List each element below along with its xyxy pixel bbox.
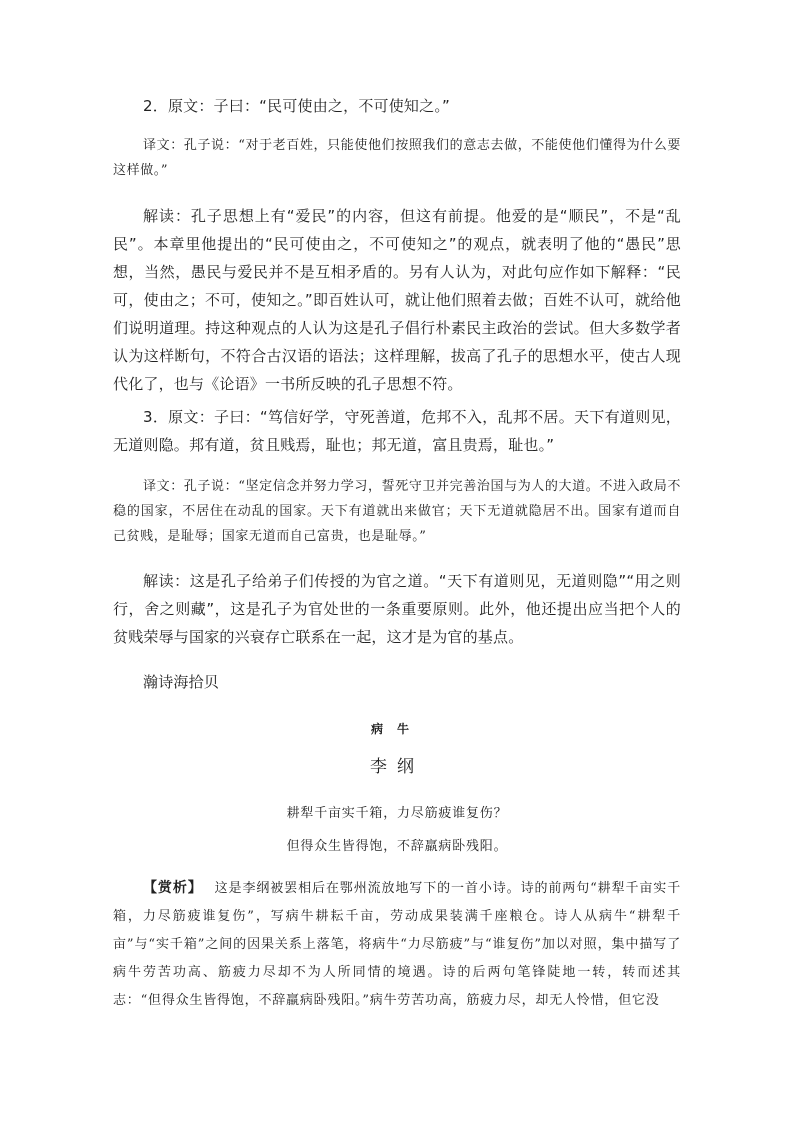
original-text-2: 2．原文：子曰：“民可使由之，不可使知之。”	[143, 97, 450, 115]
interpretation-3: 解读：这是孔子给弟子们传授的为官之道。“天下有道则见，无道则隐”“用之则行，舍之则藏”，这是孔子为官处世的一条重要原则。此外，他还提出应当把个人的贫贱荣辱与国家的兴衰存亡联系在一起，这才是为官的基点。	[113, 572, 681, 646]
appreciation-text: 这是李纲被罢相后在鄂州流放地写下的一首小诗。诗的前两句“耕犁千亩实千箱，力尽筋疲谁复伤”，写病牛耕耘千亩，劳动成果装满千座粮仓。诗人从病牛“耕犁千亩”与“实千箱”之间的因果关系上落笔，将病牛“力尽筋疲”与“谁复伤”加以对照，集中描写了病牛劳苦功高、筋疲力尽却不为人所同情的境遇。诗的后两句笔锋陡地一转，转而述其志：“但得众生皆得饱，不辞羸病卧残阳。”病牛劳苦功高，筋疲力尽，却无人怜惜，但它没	[113, 881, 681, 1008]
poem-line-1: 耕犁千亩实千箱，力尽筋疲谁复伤？	[286, 806, 508, 821]
poem-line-2: 但得众生皆得饱，不辞羸病卧残阳。	[286, 839, 508, 854]
appreciation-paragraph	[113, 874, 681, 1015]
poem-title: 病牛	[370, 722, 423, 736]
poem-author: 李纲	[370, 757, 424, 777]
appreciation-label: 【赏析】	[143, 880, 203, 896]
interpretation-2: 解读：孔子思想上有“爱民”的内容，但这有前提。他爱的是“顺民”，不是“乱民”。本章里他提出的“民可使由之，不可使知之”的观点，就表明了他的“愚民”思想，当然，愚民与爱民并不是互相矛盾的。另有人认为，对此句应作如下解释：“民可，使由之；不可，使知之。”即百姓认可，就让他们照着去做；百姓不认可，就给他们说明道理。持这种观点的人认为这是孔子倡行朴素民主政治的尝试。但大多数学者认为这样断句，不符合古汉语的语法；这样理解，拔高了孔子的思想水平，使古人现代化了，也与《论语》一书所反映的孔子思想不符。	[113, 207, 681, 393]
translation-3: 译文：孔子说：“坚定信念并努力学习，誓死守卫并完善治国与为人的大道。不进入政局不稳的国家，不居住在动乱的国家。天下有道就出来做官；天下无道就隐居不出。国家有道而自己贫贱，是耻辱；国家无道而自己富贵，也是耻辱。”	[113, 479, 681, 544]
section-heading: 瀚诗海拾贝	[143, 673, 220, 691]
translation-2: 译文：孔子说：“对于老百姓，只能使他们按照我们的意志去做，不能使他们懂得为什么要这样做。”	[113, 138, 681, 178]
original-text-3: 3．原文：子曰：“笃信好学，守死善道，危邦不入，乱邦不居。天下有道则见，无道则隐。邦有道，贫且贱焉，耻也；邦无道，富且贵焉，耻也。”	[113, 408, 681, 454]
